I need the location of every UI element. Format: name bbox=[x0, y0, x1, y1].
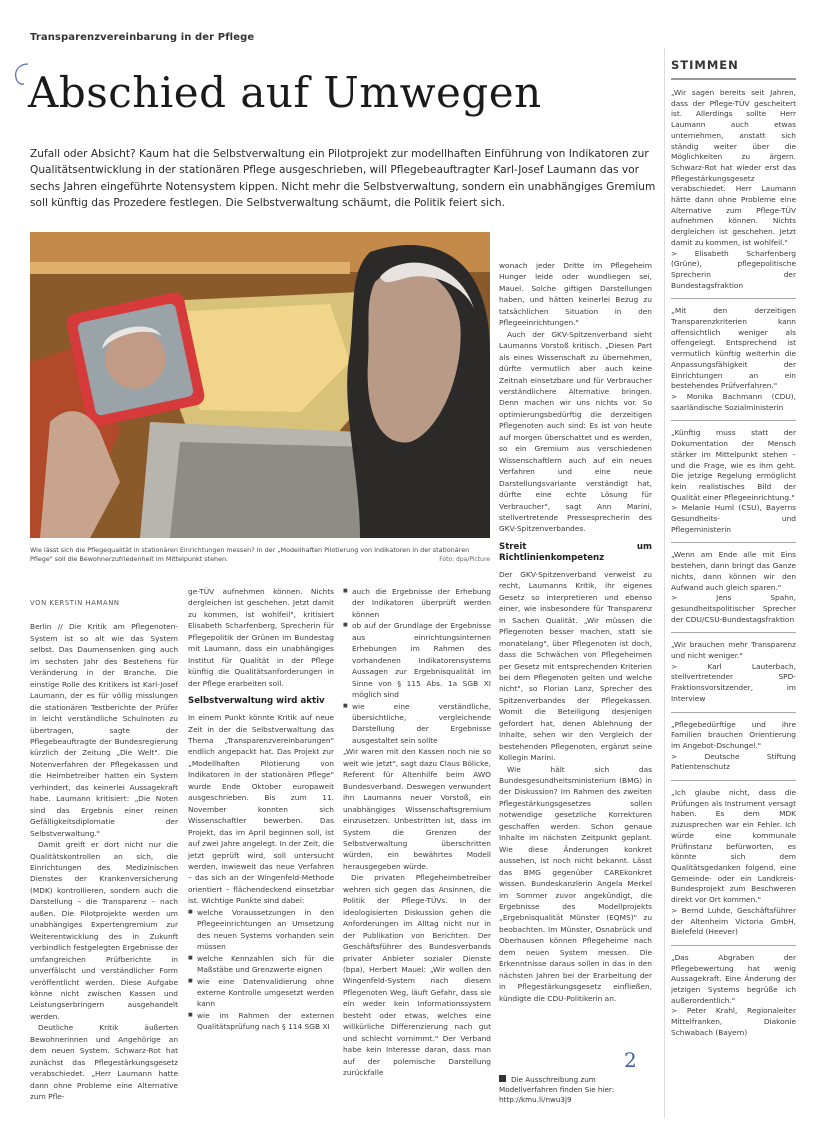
quote-source: > Peter Krahl, Regionaleiter Mittelfranken, Diakonie Schwabach (Bayern) bbox=[671, 1006, 796, 1037]
source-note-text: Die Ausschreibung zum Modellverfahren finden Sie hier: http://kmu.li/nwu3j9 bbox=[499, 1075, 615, 1104]
lead-paragraph: Zufall oder Absicht? Kaum hat die Selbstverwaltung ein Pilotprojekt zur modellhaften Einführung von Indikatoren zur Qualitätsentwicklung in der stationären Pflege ausgeschrieben, will Pflegebeauftragter Karl-Josef Laumann das vor sechs Jahren eingeführte Notensystem kippen. Nicht mehr die Selbstverwaltung, sondern ein unabhängiges Gremium soll künftig das Prozedere festlegen. Die Selbstverwaltung schäumt, die Politik feiert sich. bbox=[30, 148, 656, 210]
photo-illustration bbox=[30, 232, 490, 538]
quote-source: > Jens Spahn, gesundheitspolitischer Sprecher der CDU/CSU-Bundestagsfraktion bbox=[671, 593, 796, 624]
subheading: Streit um Richtlinienkompetenz bbox=[499, 541, 652, 563]
quote-text: „Ich glaube nicht, dass die Prüfungen als Instrument versagt haben. Es dem MDK zuzusprechen war ein Fehler. Ich würde eine kommunale Prüfinstanz befürworten, es könnte sich dem Qualitätsgedanken folgend, eine Gemeinde- oder ein Landkreis-Bundesprojekt zum Beschweren direkt vor Ort kommen." bbox=[671, 788, 796, 905]
quote-source: > Elisabeth Scharfenberg (Grüne), pflegepolitische Sprecherin der Bundestagsfraktion bbox=[671, 248, 796, 290]
sidebar-divider bbox=[664, 48, 665, 1118]
quote-source: > Karl Lauterbach, stellvertretender SPD-Fraktionsvorsitzender, im Interview bbox=[671, 661, 796, 703]
body-paragraph: „Wir waren mit den Kassen noch nie so weit wie jetzt", sagt dazu Claus Bölicke, Referent für Altenhilfe beim AWO Bundesverband. Deswegen verwundert ihn Laumanns neuer Vorstoß, ein unabhängiges Wissenschaftsgremium einzusetzen. Unbestritten ist, dass im System die Grenzen der Selbstverwaltung überschritten würden, ein bewährtes Modell herausgegeben würde. bbox=[343, 747, 491, 871]
photo-caption bbox=[30, 546, 490, 564]
source-note bbox=[499, 1075, 651, 1105]
article-column-4 bbox=[499, 260, 652, 1004]
article-column-3 bbox=[343, 586, 491, 1078]
quote-block bbox=[671, 428, 796, 543]
quote-source: > Bernd Luhde, Geschäftsführer der Altenheim Victoria GmbH, Bielefeld (Heever) bbox=[671, 905, 796, 937]
list-item: ■ auch die Ergebnisse der Erhebung der Indikatoren überprüft werden können bbox=[343, 586, 491, 620]
quote-text: „Wenn am Ende alle mit Eins bestehen, dann bringt das Ganze nichts, dann können wir den Aufwand auch gleich sparen." bbox=[671, 550, 796, 592]
body-paragraph: ge-TÜV aufnehmen können. Nichts dergleichen ist geschehen. Jetzt damit zu kommen, ist wohlfeil", kritisiert Elisabeth Scharfenberg, Sprecherin für Pflegepolitik der Grünen im Bundestag mit Laumann, dass ein unabhängiges Institut für Qualität in der Pflege künftig die Qualitätsanforderungen in der Pflege erarbeiten soll. bbox=[188, 587, 334, 688]
quote-block bbox=[671, 306, 796, 421]
list-item: ■ welche Voraussetzungen in den Pflegeeinrichtungen an Umsetzung des neuen Systems vorhanden sein müssen bbox=[188, 907, 334, 953]
list-item: ■ wie im Rahmen der externen Qualitätsprüfung nach § 114 SGB XI bbox=[188, 1010, 334, 1033]
list-item: ■ ob auf der Grundlage der Ergebnisse aus einrichtungsinternen Erhebungen im Rahmen des vorhandenen Indikatorensystems Aussagen zur Ergebnisqualität im Sinne von § 115 Abs. 1a SGB XI möglich sind bbox=[343, 620, 491, 700]
quote-text: „Wir brauchen mehr Transparenz und nicht weniger." bbox=[671, 640, 796, 661]
section-kicker: Transparenzvereinbarung in der Pflege bbox=[30, 32, 255, 43]
criteria-list bbox=[188, 907, 334, 1033]
quote-text: „Pflegebedürftige und ihre Familien brauchen Orientierung im Angebot-Dschungel." bbox=[671, 719, 796, 750]
body-paragraph: Deutliche Kritik äußerten Bewohnerinnen und Angehörige an dem neuen System. Schwarz-Rot hat zunächst das Pflegestärkungsgesetz verabschiedet. „Herr Laumann hatte dann ohne Probleme eine Alternative zum Pfle- bbox=[30, 1023, 178, 1102]
quote-text: „Wir sagen bereits seit Jahren, dass der Pflege-TÜV gescheitert ist. Allerdings sollte Herr Laumann auch etwas unternehmen, anstatt sich ständig weiter über die Möglichkeiten zu ärgern. Schwarz-Rot hat wieder erst das Pflegestärkungsgesetz verabschiedet. Herr Laumann hätte dann ohne Probleme eine Alternative zum Pflege-TÜV aufnehmen können. Nichts dergleichen ist geschehen. Jetzt damit zu kommen, ist wohlfeil." bbox=[671, 88, 796, 247]
subheading: Selbstverwaltung wird aktiv bbox=[188, 696, 325, 707]
body-paragraph: Damit greift er dort nicht nur die Qualitätskontrollen an sich, die Einrichtungen des Medizinischen Dienstes der Krankenversicherung (MDK) kontrollieren, sondern auch die Darstellung – die Transparenz – nach außen. Die Pilotprojekte werden um unabhängiges Expertengremium zur Weiterentwicklung des in Zukunft verbindlich festgelegten Ergebnisse der umfangreichen Prüfberichte in unverfälscht und verständlicher Form veröffentlicht werden. Diese Aufgabe könne nicht zwischen Kassen und Leistungserbringern ausgehandelt werden. bbox=[30, 840, 178, 1021]
quote-block bbox=[671, 640, 796, 712]
headline: Abschied auf Umwegen bbox=[28, 68, 542, 117]
body-paragraph: In einem Punkt könnte Kritik auf neue Zeit in der die Selbstverwaltung das Thema „Transparenzvereinbarungen" endlich angepackt hat. Das Projekt zur „Modellhaften Pilotierung von Indikatoren in der stationären Pflege" wurde Ende Oktober europaweit ausgeschrieben. Bis zum 11. November konnten sich Wissenschaftler bewerben. Das Projekt, das im April beginnen soll, ist auf zwei Jahre angelegt. In der Zeit, die jetzt geprüft wird, soll untersucht werden, inwieweit das neue Verfahren – das sich an der Wingenfeld-Methode orientiert – flächendeckend einsetzbar ist. Wichtige Punkte sind dabei: bbox=[188, 713, 334, 906]
body-paragraph: Die privaten Pflegeheimbetreiber wehren sich gegen das Ansinnen, die Politik der Pflege-TÜVs. In der ideologisierten Diskussion gehen die Anforderungen im Alltag nicht nur in der Publikation von Berichten. Der Geschäftsführer des Bundesverbands privater Anbieter sozialer Dienste (bpa), Herbert Mauel: „Wir wollen den Wingenfeld-System nach diesem Pflegenoten Weg, läuft Gefahr, dass sie ein weder kein Informationssystem besteht oder etwas, welches eine willkürliche Differenzierung nach gut und schlecht vornimmt." Der Verband habe kein Interesse daran, dass man auf der polemische Darstellung zurückfalle bbox=[343, 873, 491, 1078]
quote-block bbox=[671, 720, 796, 782]
square-bullet-icon bbox=[499, 1075, 506, 1082]
quote-text: „Mit den derzeitigen Transparenzkriterien kann offensichtlich weniger als offengelegt. Entsprechend ist vermutlich künftig weiterhin die Anpassungsfähigkeit der Einrichtungen an ein bestehendes Prüfverfahren." bbox=[671, 306, 796, 391]
page-number: 2 bbox=[624, 1048, 637, 1072]
body-paragraph: Berlin // Die Kritik am Pflegenoten-System ist so alt wie das System selbst. Das Daumensenken ging auch im sechsten Jahr des Bestehens für Veränderung in der Branche. Die einstige Rolle des Kritikers ist Karl-Josef Laumann, der es für völlig misslungen die stationären Testberichte der Prüfer in leicht verständliche Schulnoten zu übertragen, sagte der Pflegebeauftragte der Bundesregierung kürzlich der Zeitung „Die Welt". Die Notenverfahren der Pflegekassen und die Heimbetreiber hatten ein System verhindert, das keinerlei Aussagekraft habe. Laumann kritisiert: „Die Noten sind das Ergebnis einer reinen Gefälligkeitsdiplomatie der Selbstverwaltung." bbox=[30, 622, 178, 838]
quote-source: > Deutsche Stiftung Patientenschutz bbox=[671, 751, 796, 772]
article-column-2 bbox=[188, 586, 334, 1033]
criteria-list-continued bbox=[343, 586, 491, 746]
quote-block bbox=[671, 788, 796, 946]
quote-text: „Künftig muss statt der Dokumentation der Mensch stärker im Mittelpunkt stehen – und die Frage, wie es ihm geht. Die jetzige Regelung ermöglicht kein realistisches Bild der Qualität einer Pflegeeinrichtung." bbox=[671, 428, 796, 502]
quote-block bbox=[671, 88, 796, 299]
body-paragraph: Wie hält sich das Bundesgesundheitsministerium (BMG) in der Diskussion? Im Rahmen des zweiten Pflegestärkungsgesetzes sollen notwendige gesetzliche Korrekturen geschaffen werden. Schon genaue Inhalte im nächsten Zeitpunkt geplant. Wie diese Änderungen konkret aussehen, ist noch nicht bekannt. Lässt das BMG gegenüber CAREkonkret wissen. Bundeskanzlerin Angela Merkel im Sommer zuvor angekündigt, die Ergebnisse des Modellprojekts „Ergebnisqualität Münster (EQMS)" zu beobachten. Im Münster, Osnabrück und Oberhausen können Pflegeheime nach dem neuen System messen. Die Erkenntnisse daraus sollen in das in den nächsten Jahren bei der Erarbeitung der in Pflegestärkungsgesetz einfließen, kündigte die CDU-Politikerin an. bbox=[499, 764, 652, 1003]
quote-text: „Das Abgraben der Pflegebewertung hat wenig Aussagekraft. Eine Änderung der jetzigen Systems begrüße ich außerordentlich." bbox=[671, 952, 796, 1005]
quotes-sidebar bbox=[671, 48, 796, 1053]
quote-source: > Melanie Huml (CSU), Bayerns Gesundheits- und Pflegeministerin bbox=[671, 503, 796, 534]
quote-block bbox=[671, 550, 796, 633]
caption-text: Wie lässt sich die Pflegequalität in stationären Einrichtungen messen? In der „Modellhaften Pilotierung von Indikatoren in der stationären Pflege" soll die Bewohnerzufriedenheit im Mittelpunkt stehen. bbox=[30, 546, 470, 563]
body-paragraph: Der GKV-Spitzenverband verweist zu recht, Laumanns Kritik, ihr eigenes Gesetz so interpretieren und ebenso einer, wie insbesondere für Transparenz in Sachen Qualität. „Wir müssen die Pflegenoten besser machen, statt sie monatelang", über Pflegenoten ist doch, dass die Schwächen von Pflegeheimen per Gesetz mit entsprechenden Kriterien bei dem Pflegenoten gelten und welche nicht", so Florian Lanz, Sprecher des Spitzenverbandes der Pflegekassen. Womit die Beteiligung desjenigen gefordert hat, denen Ablehnung der Inhalte, sehen wir den Vergleich der bestehenden Pflegenoten, ergänzt seine Kollegin Marini. bbox=[499, 569, 652, 763]
body-paragraph: Auch der GKV-Spitzenverband sieht Laumanns Vorstoß kritisch. „Diesen Part als eines Wissenschaft zu übernehmen, dürfte vermutlich aber auch keine Zeitnah einsetzbare und für Verbraucher verständlichere Alternative bringen. Denn machen wir uns nichts vor. So optimierungsbedürftig die derzeitigen Pflegenoten auch sind: Es ist von heute auf morgen überschattet und es werden, so ein Gremium aus verschiedenen Wissenschaftlern auch auf ein neues Verfahren und eine neue Darstellungsvariante verständigt hat, dürfte eine echte Lösung für Verbraucher", sagt Ann Marini, stellvertretende Pressesprecherin des GKV-Spitzenverbandes. bbox=[499, 329, 652, 534]
list-item: ■ wie eine verständliche, übersichtliche, vergleichende Darstellung der Ergebnisse ausgestaltet sein sollte bbox=[343, 701, 491, 747]
list-item: ■ wie eine Datenvalidierung ohne externe Kontrolle umgesetzt werden kann bbox=[188, 976, 334, 1010]
body-paragraph: wonach jeder Dritte im Pflegeheim Hunger leide oder wundliegen sei, Mauel. Solche giftigen Darstellungen haben, und hätten keinerlei Bezug zu tatsächlichen Situation in den Pflegeeinrichtungen." bbox=[499, 261, 652, 328]
sidebar-heading: STIMMEN bbox=[671, 58, 796, 80]
article-photo bbox=[30, 232, 490, 538]
photo-credit: Foto: dpa/Picture bbox=[439, 556, 490, 563]
article-column-1 bbox=[30, 598, 178, 1102]
list-item: ■ welche Kennzahlen sich für die Maßstäbe und Grenzwerte eignen bbox=[188, 953, 334, 976]
quote-source: > Monika Bachmann (CDU), saarländische Sozialministerin bbox=[671, 391, 796, 412]
quote-block bbox=[671, 953, 796, 1046]
byline: VON KERSTIN HAMANN bbox=[30, 599, 120, 607]
